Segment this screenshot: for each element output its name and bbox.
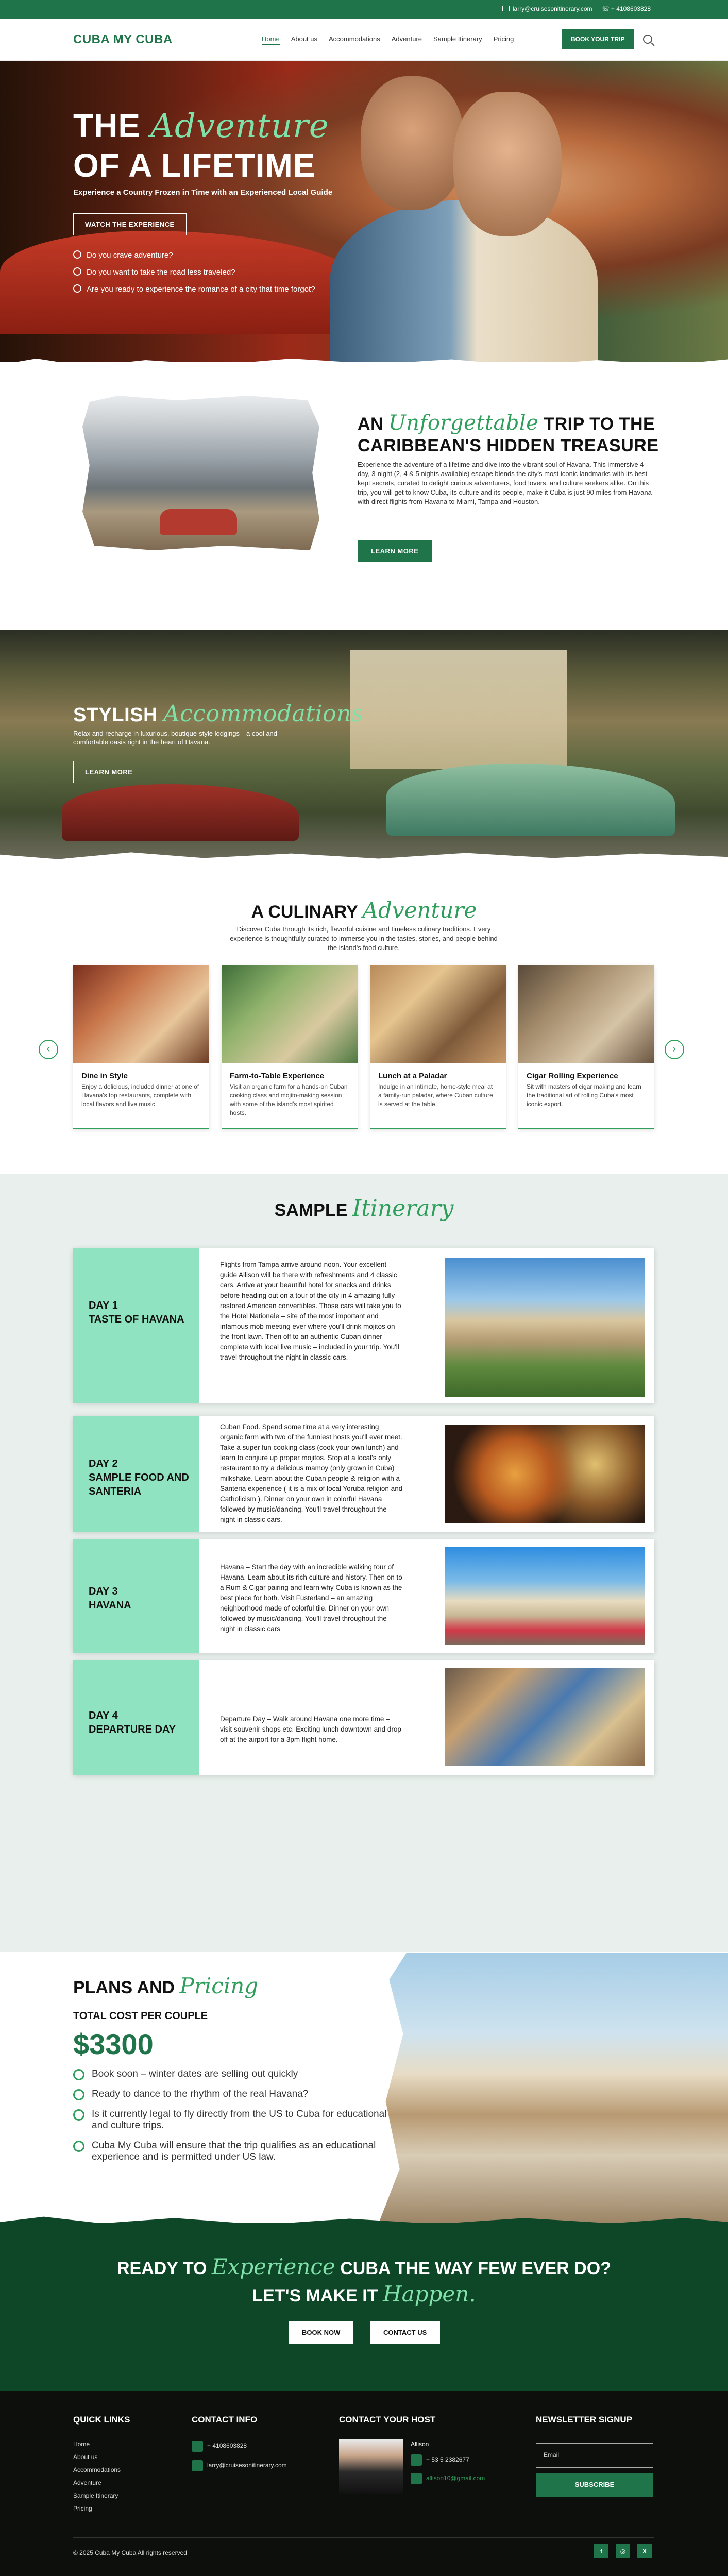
book-trip-button[interactable]: BOOK YOUR TRIP: [562, 29, 634, 49]
hero-title: THE Adventure OF A LIFETIME: [73, 107, 329, 184]
cigar-image: [518, 965, 654, 1063]
card-text: Visit an organic farm for a hands-on Cuban cooking class and mojito-making session with some of the island's most spirited hosts.: [230, 1083, 348, 1116]
itinerary-day: [73, 1660, 654, 1775]
intro-learn-more-button[interactable]: LEARN MORE: [358, 540, 432, 562]
footer-link-itinerary[interactable]: Sample Itinerary: [73, 2492, 118, 2499]
phone-icon: ☏: [601, 5, 611, 12]
price-amount: $3300: [73, 2028, 154, 2060]
top-email-text: larry@cruisesonitinerary.com: [512, 5, 592, 12]
instagram-icon[interactable]: ◎: [616, 2544, 630, 2558]
culinary-card[interactable]: [370, 965, 506, 1129]
chevron-right-icon: ›: [672, 1043, 676, 1055]
day-label: DAY 2 SAMPLE FOOD AND SANTERIA: [73, 1416, 199, 1532]
carousel-prev-button[interactable]: [39, 1040, 58, 1059]
mail-icon: [192, 2460, 203, 2471]
whatsapp-icon: [411, 2454, 422, 2466]
card-title: Dine in Style: [81, 1072, 128, 1080]
card-title: Lunch at a Paladar: [378, 1072, 447, 1080]
accommodations-title: STYLISH Accommodations: [73, 701, 364, 727]
nav-home[interactable]: Home: [262, 35, 280, 45]
colonial-building-image: [350, 650, 567, 769]
paladar-image: [370, 965, 506, 1063]
day-description: Havana – Start the day with an incredible walking tour of Havana. Learn about its rich culture and history. Then on to a Rum & Cigar pairing and learn why Cuba is known as the best place for both. Visit Fusterland – an amazing neighborhood made of colorful tile. Dinner on your own followed by music/dancing. You'll travel throughout the night in classic cars: [220, 1563, 402, 1633]
itinerary-day: [73, 1539, 654, 1653]
phone-icon: [192, 2441, 203, 2452]
host-email[interactable]: allison10@gmail.com: [411, 2473, 485, 2484]
x-twitter-icon[interactable]: X: [637, 2544, 652, 2558]
footer-link-adventure[interactable]: Adventure: [73, 2479, 101, 2486]
havana-street-image: [82, 396, 319, 550]
contact-host-heading: CONTACT YOUR HOST: [339, 2415, 436, 2425]
mail-icon: [502, 6, 510, 11]
pricing-bullets: [73, 2069, 403, 2172]
intro-title: AN Unforgettable TRIP TO THE CARIBBEAN'S HIDDEN TREASURE: [358, 411, 659, 455]
hero-section: [0, 61, 728, 362]
green-classic-car-image: [386, 764, 675, 836]
card-title: Farm-to-Table Experience: [230, 1072, 325, 1080]
mail-icon: [411, 2473, 422, 2484]
footer-email[interactable]: larry@cruisesonitinerary.com: [192, 2460, 287, 2471]
footer-phone[interactable]: + 4108603828: [192, 2441, 247, 2452]
day-description: Flights from Tampa arrive around noon. Your excellent guide Allison will be there with refreshments and 4 classic cars. Arrive at your beautiful hotel for snacks and drinks before heading out on a tour of the city in 4 amazing fully restored American convertibles. Those cars will take you to the Hotel Nationale – site of the most important and infamous mob meeting ever where you'll drink mojitos on the front lawn. Then off to an authentic Cuban dinner complete with local live music – included in your trip. You'll travel throughout the night in classic cars.: [220, 1261, 401, 1361]
hero-woman-image: [453, 92, 562, 236]
nav-adventure[interactable]: Adventure: [391, 35, 422, 43]
cta-title: READY TO Experience CUBA THE WAY FEW EVER DO? LET'S MAKE IT Happen.: [116, 2254, 612, 2307]
cuban-food-image: [445, 1425, 645, 1523]
nav-menu: [262, 35, 514, 45]
pricing-bullet: Cuba My Cuba will ensure that the trip qualifies as an educational experience and is permitted under US law.: [73, 2140, 403, 2163]
itinerary-title: SAMPLE Itinerary: [274, 1195, 454, 1222]
hero-question: Are you ready to experience the romance of a city that time forgot?: [73, 284, 315, 294]
pricing-title: PLANS AND Pricing: [73, 1973, 259, 1998]
nav-accommodations[interactable]: Accommodations: [329, 35, 380, 43]
hero-subtitle: Experience a Country Frozen in Time with an Experienced Local Guide: [73, 188, 333, 197]
intro-body: Experience the adventure of a lifetime and dive into the vibrant soul of Havana. This immersive 4-day, 3-night (2, 4 & 5 nights available) escape blends the city's most iconic landmarks with its best-kept secrets, curated to delight curious adventurers, food lovers, and culture seekers alike. On this trip, you will get to know Cuba, its culture and its people, make it Cuba is just 90 miles from Havana with direct flights from Havana to Miami, Tampa and Houston.: [358, 461, 652, 505]
nav-about[interactable]: About us: [291, 35, 318, 43]
culinary-lead: Discover Cuba through its rich, flavorful cuisine and timeless culinary traditions. Every experience is thoughtfully curated to immerse you in the tastes, stories, and people behind the island's food culture.: [230, 925, 498, 952]
top-bar: [0, 0, 728, 19]
card-text: Indulge in an intimate, home-style meal at a family-run paladar, where Cuban culture is served at the table.: [378, 1083, 493, 1108]
footer-link-pricing[interactable]: Pricing: [73, 2505, 92, 2512]
hero-couple-image: [330, 200, 598, 362]
carousel-next-button[interactable]: [665, 1040, 684, 1059]
itinerary-day: [73, 1416, 654, 1532]
street-car: [160, 509, 237, 535]
itinerary-day: [73, 1248, 654, 1403]
quick-links-heading: QUICK LINKS: [73, 2415, 130, 2425]
culinary-card[interactable]: [73, 965, 209, 1129]
contact-us-button[interactable]: CONTACT US: [370, 2321, 440, 2344]
top-phone[interactable]: [602, 5, 651, 12]
copyright: © 2025 Cuba My Cuba All rights reserved: [73, 2549, 187, 2556]
footer-link-accommodations[interactable]: Accommodations: [73, 2466, 121, 2473]
farm-image: [222, 965, 358, 1063]
pricing-bullet: Book soon – winter dates are selling out quickly: [73, 2069, 403, 2080]
accommodations-section: [0, 630, 728, 859]
accommodations-learn-more-button[interactable]: LEARN MORE: [73, 761, 144, 783]
footer-link-about[interactable]: About us: [73, 2453, 98, 2461]
site-logo[interactable]: CUBA MY CUBA: [73, 32, 173, 46]
accommodations-body: Relax and recharge in luxurious, boutique-style lodgings—a cool and comfortable oasis right in the heart of Havana.: [73, 730, 278, 746]
pricing-bullet: Is it currently legal to fly directly from the US to Cuba for educational and culture trips.: [73, 2109, 403, 2131]
nav-sample-itinerary[interactable]: Sample Itinerary: [433, 35, 482, 43]
footer-link-home[interactable]: Home: [73, 2441, 90, 2448]
day-label: DAY 1 TASTE OF HAVANA: [73, 1248, 199, 1403]
souvenir-market-image: [445, 1668, 645, 1766]
top-email[interactable]: [502, 5, 592, 12]
havana-capitol-image: [445, 1547, 645, 1645]
footer-divider: [73, 2537, 654, 2538]
day-description: Departure Day – Walk around Havana one more time – visit souvenir shops etc. Exciting lunch downtown and drop off at the airport for a 3pm flight home.: [220, 1715, 401, 1743]
pricing-bullet: Ready to dance to the rhythm of the real Havana?: [73, 2089, 403, 2100]
card-text: Enjoy a delicious, included dinner at one of Havana's top restaurants, complete with local flavors and live music.: [81, 1083, 199, 1108]
chevron-left-icon: ‹: [46, 1043, 50, 1055]
culinary-card[interactable]: [222, 965, 358, 1129]
hero-question: Do you crave adventure?: [73, 250, 315, 260]
facebook-icon[interactable]: f: [594, 2544, 608, 2558]
search-icon[interactable]: [643, 35, 652, 44]
card-title: Cigar Rolling Experience: [527, 1072, 618, 1080]
subscribe-button[interactable]: SUBSCRIBE: [536, 2473, 653, 2497]
red-classic-car-image: [62, 784, 299, 841]
contact-info-heading: CONTACT INFO: [192, 2415, 258, 2425]
day-description: Cuban Food. Spend some time at a very interesting organic farm with two of the funniest hosts you'll ever meet. Take a super fun cooking class (cook your own lunch) and learn to conjure up proper mojitos. Stop at a local's only restaurant to try a delicious mamoy (only grown in Cuba) milkshake. Learn about the Cuban people & religion with a Santeria experience ( it is a mix of local Yoruba religion and Catholicism ). Dinner on your own in colorful Havana followed by music/dancing. You'll travel throughout the night in classic cars.: [220, 1423, 403, 1523]
watch-experience-button[interactable]: WATCH THE EXPERIENCE: [73, 213, 187, 235]
culinary-title: A CULINARY Adventure: [251, 897, 477, 923]
main-navigation: [0, 19, 728, 61]
havana-skyline-image: [379, 1953, 728, 2223]
nav-pricing[interactable]: Pricing: [493, 35, 514, 43]
newsletter-email-input[interactable]: Email: [536, 2443, 653, 2468]
host-avatar: [339, 2439, 403, 2494]
hero-questions: [73, 250, 315, 301]
host-phone[interactable]: + 53 5 2382677: [411, 2454, 469, 2466]
top-phone-text: + 4108603828: [611, 5, 651, 12]
day-label: DAY 3 HAVANA: [73, 1539, 199, 1653]
day-label: DAY 4 DEPARTURE DAY: [73, 1660, 199, 1775]
hotel-nacional-image: [445, 1258, 645, 1397]
hero-question: Do you want to take the road less traveled?: [73, 267, 315, 277]
card-text: Sit with masters of cigar making and learn the traditional art of rolling Cuba's most iconic export.: [527, 1083, 641, 1108]
culinary-card[interactable]: [518, 965, 654, 1129]
book-now-button[interactable]: BOOK NOW: [289, 2321, 353, 2344]
host-name: Allison: [411, 2441, 429, 2448]
dining-image: [73, 965, 209, 1063]
newsletter-heading: NEWSLETTER SIGNUP: [536, 2415, 633, 2425]
hero-man-image: [361, 76, 464, 210]
total-cost-label: TOTAL COST PER COUPLE: [73, 2010, 208, 2022]
